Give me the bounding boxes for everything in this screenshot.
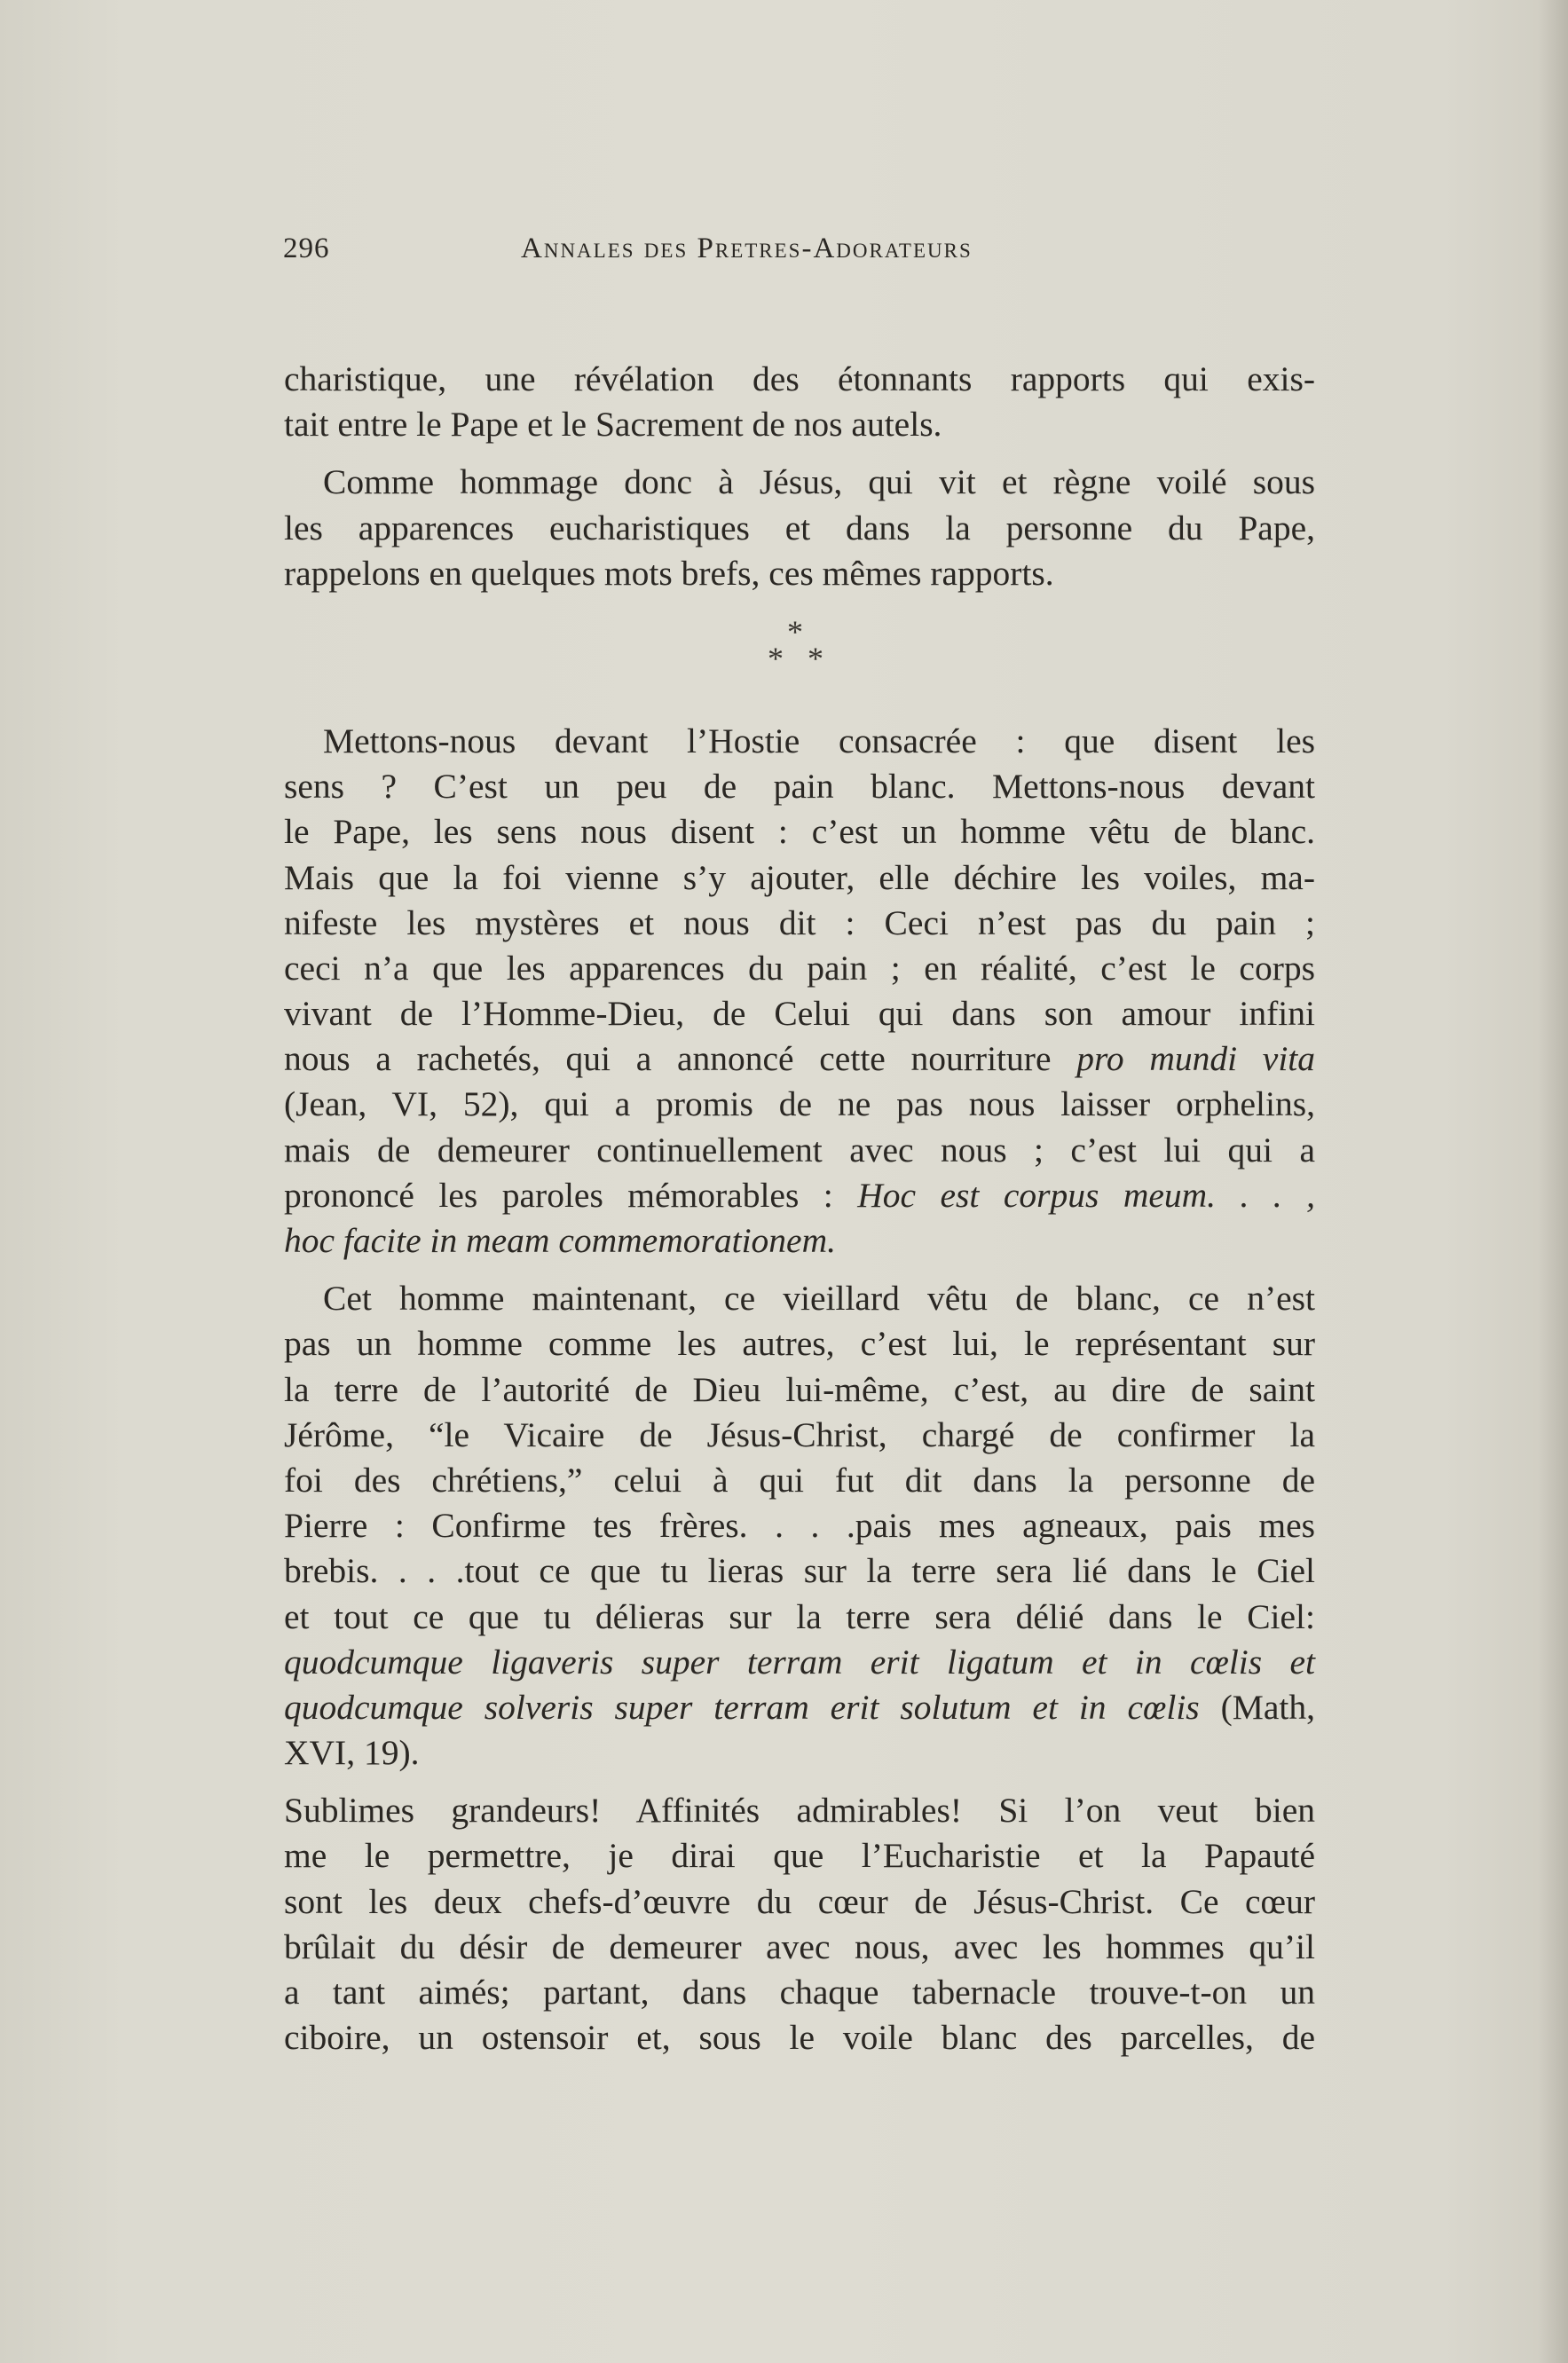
paragraph-5: [284, 1788, 1315, 2060]
text-line: Comme hommage donc à Jésus, qui vit et règne voilé sous: [323, 462, 1315, 502]
paragraph-gap: [284, 447, 1315, 460]
section-asterism: [284, 612, 1315, 719]
asterisk-right: *: [808, 640, 823, 676]
text-line: Mais que la foi vienne s’y ajouter, elle déchire les voiles, ma-: [284, 857, 1315, 897]
text-line: XVI, 19).: [284, 1733, 420, 1773]
text-line-with-italic: [284, 1685, 1315, 1730]
text-segment: nous a rachetés, qui a annoncé cette nourriture: [284, 1039, 1052, 1079]
text-line: ciboire, un ostensoir et, sous le voile blanc des parcelles, de: [284, 2018, 1315, 2058]
text-line: et tout ce que tu délieras sur la terre sera délié dans le Ciel:: [284, 1596, 1315, 1636]
italic-phrase: quodcumque solveris super terram erit solutum et in cœlis: [284, 1687, 1200, 1727]
text-line: brebis. . . .tout ce que tu lieras sur la terre sera lié dans le Ciel: [284, 1551, 1315, 1591]
text-line: Mettons-nous devant l’Hostie consacrée : que disent les: [323, 721, 1315, 760]
italic-phrase: Hoc est corpus meum. . . ,: [857, 1175, 1316, 1215]
text-line: Cet homme maintenant, ce vieillard vêtu de blanc, ce n’est: [323, 1279, 1315, 1319]
body-text: [284, 357, 1315, 2060]
header-title: Annales des Pretres-Adorateurs: [521, 232, 973, 264]
text-segment: prononcé les paroles mémorables :: [284, 1175, 833, 1215]
text-line: Pierre : Confirme tes frères. . . .pais mes agneaux, pais mes: [284, 1506, 1315, 1546]
text-line: le Pape, les sens nous disent : c’est un homme vêtu de blanc.: [284, 812, 1315, 852]
paragraph-gap: [284, 1264, 1315, 1276]
text-line: nifeste les mystères et nous dit : Ceci n’est pas du pain ;: [284, 902, 1315, 942]
text-line-with-italic: [284, 1036, 1315, 1082]
italic-phrase: pro mundi vita: [1076, 1039, 1316, 1079]
text-line: Sublimes grandeurs! Affinités admirables! Si l’on veut bien: [284, 1791, 1315, 1831]
text-line: foi des chrétiens,” celui à qui fut dit dans la personne de: [284, 1460, 1315, 1500]
text-line: sont les deux chefs-d’œuvre du cœur de Jésus-Christ. Ce cœur: [284, 1881, 1315, 1921]
paragraph-1: [284, 357, 1315, 447]
paragraph-4: [284, 1276, 1315, 1776]
page-number: 296: [283, 232, 330, 264]
text-line: sens ? C’est un peu de pain blanc. Mettons-nous devant: [284, 767, 1315, 807]
text-line: a tant aimés; partant, dans chaque tabernacle trouve-t-on un: [284, 1973, 1315, 2012]
text-line: me le permettre, je dirai que l’Eucharistie et la Papauté: [284, 1836, 1315, 1876]
text-line: pas un homme comme les autres, c’est lui, le représentant sur: [284, 1324, 1315, 1364]
text-line: Jérôme, “le Vicaire de Jésus-Christ, chargé de confirmer la: [284, 1414, 1315, 1454]
text-line: brûlait du désir de demeurer avec nous, avec les hommes qu’il: [284, 1926, 1315, 1966]
paragraph-2: [284, 460, 1315, 596]
italic-line: quodcumque ligaveris super terram erit ligatum et in cœlis et: [284, 1642, 1315, 1682]
paragraph-3: [284, 719, 1315, 1264]
italic-line: hoc facite in meam commemorationem.: [284, 1221, 836, 1260]
text-line: les apparences eucharistiques et dans la personne du Pape,: [284, 508, 1315, 547]
paragraph-gap: [284, 1776, 1315, 1788]
text-line: charistique, une révélation des étonnants rapports qui exis-: [284, 359, 1315, 398]
text-line-with-italic: [284, 1173, 1315, 1218]
text-line: mais de demeurer continuellement avec nous ; c’est lui qui a: [284, 1130, 1315, 1170]
text-segment: (Math,: [1220, 1687, 1316, 1727]
text-line: ceci n’a que les apparences du pain ; en réalité, c’est le corps: [284, 948, 1315, 988]
running-header: [283, 232, 1312, 268]
text-line: rappelons en quelques mots brefs, ces mêmes rapports.: [284, 553, 1054, 593]
page-edge-shadow: [1538, 0, 1568, 2363]
text-line: (Jean, VI, 52), qui a promis de ne pas nous laisser orphelins,: [284, 1084, 1315, 1124]
text-line: vivant de l’Homme-Dieu, de Celui qui dans son amour infini: [284, 994, 1315, 1034]
text-line: la terre de l’autorité de Dieu lui-même, c’est, au dire de saint: [284, 1369, 1315, 1409]
asterisk-left: *: [768, 640, 784, 676]
asterisk-top: *: [787, 613, 803, 650]
text-line: tait entre le Pape et le Sacrement de nos autels.: [284, 405, 942, 445]
